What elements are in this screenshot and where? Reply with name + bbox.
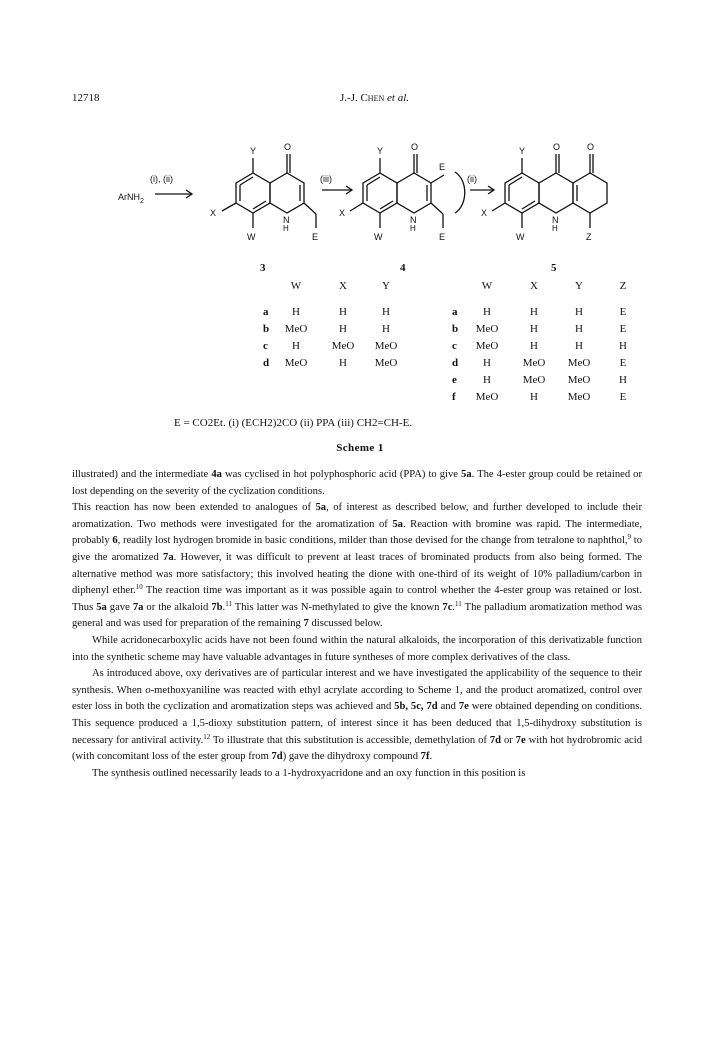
svg-text:W: W bbox=[374, 232, 383, 242]
table-right-row-label: e bbox=[452, 374, 457, 386]
table-right-row-label: c bbox=[452, 340, 457, 352]
table-left-row-label: d bbox=[263, 357, 270, 369]
structure-4 bbox=[339, 142, 445, 242]
reaction-arrow-3 bbox=[470, 186, 494, 194]
table-right-cell: H bbox=[575, 323, 583, 335]
table-left-cell: H bbox=[339, 323, 347, 335]
svg-text:Y: Y bbox=[377, 146, 384, 156]
compound-number-5: 5 bbox=[551, 262, 557, 274]
svg-text:O: O bbox=[284, 142, 292, 152]
table-left-cell: H bbox=[339, 357, 347, 369]
starting-material: ArNH$_2$ bbox=[118, 192, 144, 205]
svg-text:E: E bbox=[439, 232, 446, 242]
svg-text:H: H bbox=[283, 224, 289, 233]
svg-text:X: X bbox=[339, 208, 346, 218]
table-left-header-w: W bbox=[290, 280, 302, 292]
paragraph: This reaction has now been extended to analogues of 5a, of interest as described below, and further developed to include their aromatization. Two methods were investigated for the aromatization of 5a. Reaction with bromine was rapid. The intermediate, probably 6, readily lost hydrogen bromide in basic conditions, milder than those devised for the change from tetralone to naphthol,$^9$ to give the aromatized 7a. However, it was difficult to prevent at least traces of brominated products from also being formed. The alternative method was more satisfactory; this involved heating the dione with one-third of its weight of 10% palladium/carbon in diphenyl ether.$^{10}$ The reaction time was important as it was possible again to control whether the 4-ester group was retained or lost. Thus 5a gave 7a or the alkaloid 7b.$^{11}$ This latter was N-methylated to give the known 7c.$^{11}$ The palladium aromatization method was general and was used for preparation of the remaining 7 discussed below. bbox=[72, 502, 643, 630]
table-right-cell: H bbox=[483, 357, 491, 369]
svg-text:H: H bbox=[410, 224, 416, 233]
page-number: 12718 bbox=[72, 92, 100, 104]
svg-text:O: O bbox=[411, 142, 419, 152]
table-right-cell: MeO bbox=[475, 391, 499, 403]
table-right-cell: MeO bbox=[522, 374, 546, 386]
reagents-step-1: (i), (ii) bbox=[150, 174, 173, 184]
reference-marker: 11 bbox=[455, 599, 462, 608]
reaction-arrow-2 bbox=[322, 186, 352, 194]
paragraph: While acridonecarboxylic acids have not been found within the natural alkaloids, the incorporation of this derivatizable function into the synthetic scheme may have valuable advantages in future syntheses of more complex derivatives of the class. bbox=[72, 634, 642, 663]
table-right-cell: H bbox=[575, 340, 583, 352]
table-right-cell: MeO bbox=[567, 391, 591, 403]
table-left-cell: H bbox=[382, 323, 390, 335]
table-right-cell: H bbox=[530, 323, 538, 335]
svg-text:N: N bbox=[552, 215, 559, 225]
svg-text:N: N bbox=[283, 215, 290, 225]
table-right-cell: E bbox=[619, 323, 627, 335]
table-left-header-y: Y bbox=[382, 280, 390, 292]
scheme-title: Scheme 1 bbox=[336, 442, 384, 454]
table-left-cell: MeO bbox=[331, 340, 355, 352]
reaction-scheme bbox=[0, 0, 720, 250]
table-right-cell: H bbox=[483, 374, 491, 386]
table-left-cell: H bbox=[292, 306, 300, 318]
svg-text:E: E bbox=[312, 232, 319, 242]
table-right-cell: MeO bbox=[522, 357, 546, 369]
compound-number-4: 4 bbox=[400, 262, 406, 274]
reference-marker: 11 bbox=[225, 599, 232, 608]
svg-text:N: N bbox=[410, 215, 417, 225]
table-right-cell: MeO bbox=[567, 357, 591, 369]
svg-text:Y: Y bbox=[519, 146, 526, 156]
table-right-cell: MeO bbox=[567, 374, 591, 386]
table-left-cell: H bbox=[382, 306, 390, 318]
svg-text:Z: Z bbox=[586, 232, 592, 242]
table-left-cell: MeO bbox=[284, 357, 308, 369]
table-right-cell: E bbox=[619, 391, 627, 403]
table-right-cell: H bbox=[575, 306, 583, 318]
table-right-cell: MeO bbox=[475, 323, 499, 335]
table-right-cell: H bbox=[483, 306, 491, 318]
table-right-cell: H bbox=[530, 340, 538, 352]
svg-text:X: X bbox=[481, 208, 488, 218]
body-text bbox=[72, 467, 642, 782]
table-right-cell: H bbox=[530, 306, 538, 318]
svg-text:Y: Y bbox=[250, 146, 257, 156]
table-right-row-label: f bbox=[452, 391, 456, 403]
table-right-header-y: Y bbox=[575, 280, 583, 292]
table-left-cell: H bbox=[339, 306, 347, 318]
svg-text:O: O bbox=[587, 142, 595, 152]
table-right-cell: H bbox=[619, 340, 627, 352]
svg-text:E: E bbox=[439, 162, 446, 172]
table-right-cell: H bbox=[530, 391, 538, 403]
table-left-cell: MeO bbox=[284, 323, 308, 335]
table-left-cell: MeO bbox=[374, 357, 398, 369]
table-left-row-label: b bbox=[263, 323, 270, 335]
table-right-cell: MeO bbox=[475, 340, 499, 352]
reference-marker: 10 bbox=[135, 583, 143, 592]
table-left-cell: H bbox=[292, 340, 300, 352]
table-right-row-label: a bbox=[452, 306, 458, 318]
reference-marker: 9 bbox=[627, 533, 632, 542]
svg-text:H: H bbox=[552, 224, 558, 233]
structure-3 bbox=[210, 142, 318, 242]
table-left-header-x: X bbox=[339, 280, 347, 292]
compound-number-3: 3 bbox=[260, 262, 266, 274]
reagents-step-2: (iii) bbox=[320, 174, 332, 184]
reagents-step-3: (ii) bbox=[467, 174, 477, 184]
paragraph: illustrated) and the intermediate 4a was cyclised in hot polyphosphoric acid (PPA) to give 5a. The 4-ester group could be retained or lost depending on the severity of the cyclization conditions. bbox=[72, 469, 643, 497]
table-right-cell: E bbox=[619, 357, 627, 369]
table-right-header-z: Z bbox=[619, 280, 627, 292]
reference-marker: 12 bbox=[203, 732, 211, 741]
running-head-etal: et al. bbox=[387, 92, 410, 104]
table-right-cell: E bbox=[619, 306, 627, 318]
table-left-row-label: a bbox=[263, 306, 269, 318]
paragraph: The synthesis outlined necessarily leads to a 1-hydroxyacridone and an oxy function in this position is bbox=[92, 767, 526, 779]
table-right-row-label: b bbox=[452, 323, 459, 335]
table-left-row-label: c bbox=[263, 340, 268, 352]
table-right-cell: H bbox=[619, 374, 627, 386]
svg-text:W: W bbox=[247, 232, 256, 242]
reaction-arrow-1 bbox=[155, 190, 192, 198]
svg-text:O: O bbox=[553, 142, 561, 152]
ring-closure-curve bbox=[455, 172, 465, 213]
table-right-header-x: X bbox=[530, 280, 538, 292]
structure-5 bbox=[481, 142, 607, 242]
svg-text:X: X bbox=[210, 208, 217, 218]
svg-text:W: W bbox=[516, 232, 525, 242]
paragraph: As introduced above, oxy derivatives are of particular interest and we have investigated the applicability of the sequence to their synthesis. When o-methoxyaniline was reacted with ethyl acrylate according to Scheme 1, and the product aromatized, control over ester loss in both the cyclization and aromatization steps was achieved and 5b, 5c, 7d and 7e were obtained depending on conditions. This sequence produced a 1,5-dioxy substitution pattern, of interest since it has been deduced that 1,5-dihydroxy substitution is necessary for antiviral activity.$^{12}$ To illustrate that this substitution is accessible, demethylation of 7d or 7e with hot hydrobromic acid (with concomitant loss of the ester group from 7d) gave the dihydroxy compound 7f. bbox=[72, 668, 642, 763]
table-left-cell: MeO bbox=[374, 340, 398, 352]
running-head-author: J.-J. Chen bbox=[340, 92, 385, 104]
scheme-legend: E = CO2Et. (i) (ECH2)2CO (ii) PPA (iii) CH2=CH-E. bbox=[174, 417, 413, 429]
table-right-header-w: W bbox=[481, 280, 493, 292]
table-right-row-label: d bbox=[452, 357, 459, 369]
